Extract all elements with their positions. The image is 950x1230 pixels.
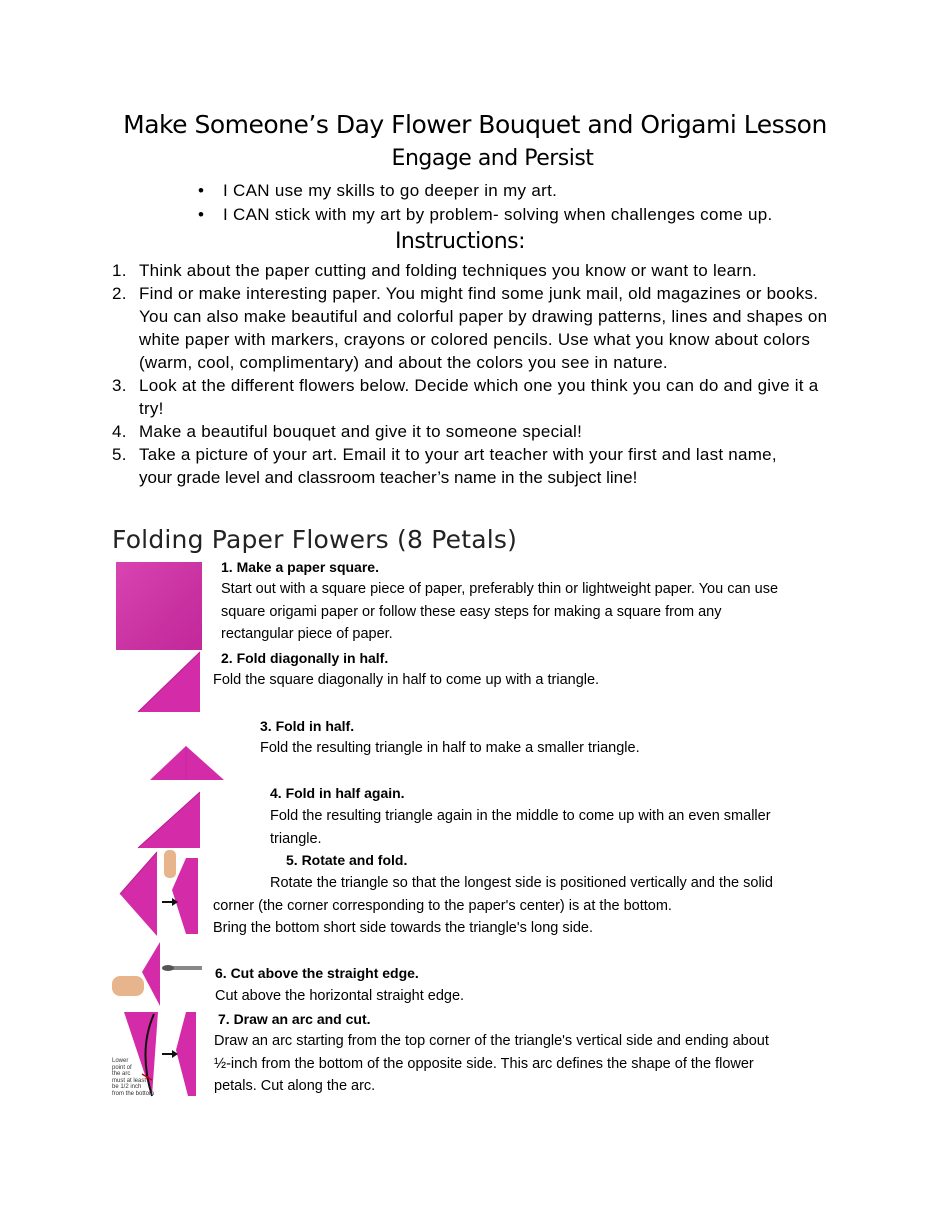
- instruction-item: [112, 443, 842, 489]
- step-title: 1. Make a paper square.: [221, 559, 379, 575]
- goal-item: • I CAN use my skills to go deeper in my art.: [198, 179, 773, 203]
- step-line: triangle.: [270, 830, 322, 847]
- rotate-fold-illustration: [112, 850, 202, 940]
- step-text: [221, 578, 778, 646]
- step-title: 6. Cut above the straight edge.: [215, 965, 419, 981]
- instruction-text: Make a beautiful bouquet and give it to someone special!: [139, 422, 583, 441]
- instruction-text: Think about the paper cutting and folding techniques you know or want to learn.: [139, 261, 757, 280]
- instruction-item: [112, 282, 842, 374]
- step-3-image: [112, 714, 248, 782]
- instructions-list: [112, 259, 842, 489]
- instruction-number: 3.: [112, 376, 127, 395]
- instruction-text-tail: your grade level and classroom teacher’s name in the subject line!: [139, 468, 638, 487]
- step-line: square origami paper or follow these easy steps for making a square from any: [221, 603, 722, 620]
- step-title: 5. Rotate and fold.: [286, 852, 408, 868]
- step-text: [215, 985, 464, 1008]
- step-line: petals. Cut along the arc.: [214, 1078, 376, 1094]
- image-note-line: Lower: [112, 1058, 129, 1064]
- step-title: 2. Fold diagonally in half.: [221, 650, 389, 666]
- image-note: [112, 1058, 154, 1097]
- goal-item: • I CAN stick with my art by problem- solving when challenges come up.: [198, 203, 773, 227]
- image-note-line: point of: [112, 1064, 132, 1071]
- step-text: [213, 872, 773, 940]
- diagonal-fold-illustration: [112, 650, 204, 714]
- step-text: [213, 669, 599, 692]
- step-5-image: [112, 850, 202, 940]
- step-line: corner (the corner corresponding to the paper's center) is at the bottom.: [213, 897, 672, 914]
- instruction-item: [112, 374, 842, 420]
- step-line: Fold the resulting triangle in half to make a smaller triangle.: [260, 740, 640, 756]
- instruction-text: Take a picture of your art. Email it to your art teacher with your first and last name,: [139, 445, 777, 464]
- step-title: 4. Fold in half again.: [270, 785, 405, 801]
- step-title: 7. Draw an arc and cut.: [218, 1011, 371, 1027]
- instruction-number: 5.: [112, 445, 127, 464]
- instruction-text: Look at the different flowers below. Decide which one you think you can do and give it a try!: [139, 376, 819, 418]
- step-text: [214, 1030, 769, 1098]
- image-note-line: must at least: [112, 1077, 147, 1084]
- step-7-image: [112, 1010, 202, 1098]
- step-line: ½-inch from the bottom of the opposite side. This arc defines the shape of the flower: [214, 1055, 754, 1072]
- cut-straight-edge-illustration: [112, 942, 202, 1006]
- step-2-image: [112, 650, 204, 714]
- image-note-line: be 1/2 inch: [112, 1084, 142, 1090]
- step-line: Cut above the horizontal straight edge.: [215, 988, 465, 1004]
- instruction-number: 4.: [112, 422, 127, 441]
- goals-list: [198, 179, 773, 227]
- step-text: [260, 737, 640, 760]
- image-note-line: the arc: [112, 1071, 131, 1077]
- step-line: Bring the bottom short side towards the triangle's long side.: [213, 920, 593, 936]
- step-line: Fold the resulting triangle again in the middle to come up with an even smaller: [270, 808, 771, 824]
- instruction-number: 2.: [112, 284, 127, 303]
- half-fold-illustration: [112, 714, 248, 782]
- step-line: Fold the square diagonally in half to come up with a triangle.: [213, 672, 600, 688]
- step-line: Start out with a square piece of paper, preferably thin or lightweight paper. You can use: [221, 581, 779, 597]
- paper-square-illustration: [114, 562, 206, 650]
- page-title: Make Someone’s Day Flower Bouquet and Origami Lesson: [123, 110, 827, 139]
- step-1-image: [114, 562, 206, 650]
- instructions-heading: Instructions:: [394, 229, 526, 254]
- step-6-image: [112, 942, 202, 1006]
- step-line: Draw an arc starting from the top corner of the triangle's vertical side and ending about: [214, 1033, 769, 1049]
- section-heading: Folding Paper Flowers (8 Petals): [112, 525, 518, 554]
- half-fold-again-illustration: [112, 782, 258, 850]
- instruction-item: [112, 259, 842, 282]
- step-line: Rotate the triangle so that the longest side is positioned vertically and the solid: [270, 875, 773, 891]
- image-note-line: from the bottom: [112, 1090, 155, 1097]
- instruction-number: 1.: [112, 261, 127, 280]
- instruction-text: Find or make interesting paper. You might find some junk mail, old magazines or books. You can also make beautiful and colorful paper by drawing patterns, lines and shapes on white paper with markers, crayons or colored pencils. Use what you know about colors (warm, cool, complimentary) and about the colors you see in nature.: [139, 284, 828, 372]
- step-title: 3. Fold in half.: [260, 718, 355, 734]
- step-text: [270, 805, 771, 850]
- instruction-item: [112, 420, 842, 443]
- subtitle: Engage and Persist: [391, 146, 594, 171]
- step-line: rectangular piece of paper.: [221, 626, 393, 642]
- step-4-image: [112, 782, 258, 850]
